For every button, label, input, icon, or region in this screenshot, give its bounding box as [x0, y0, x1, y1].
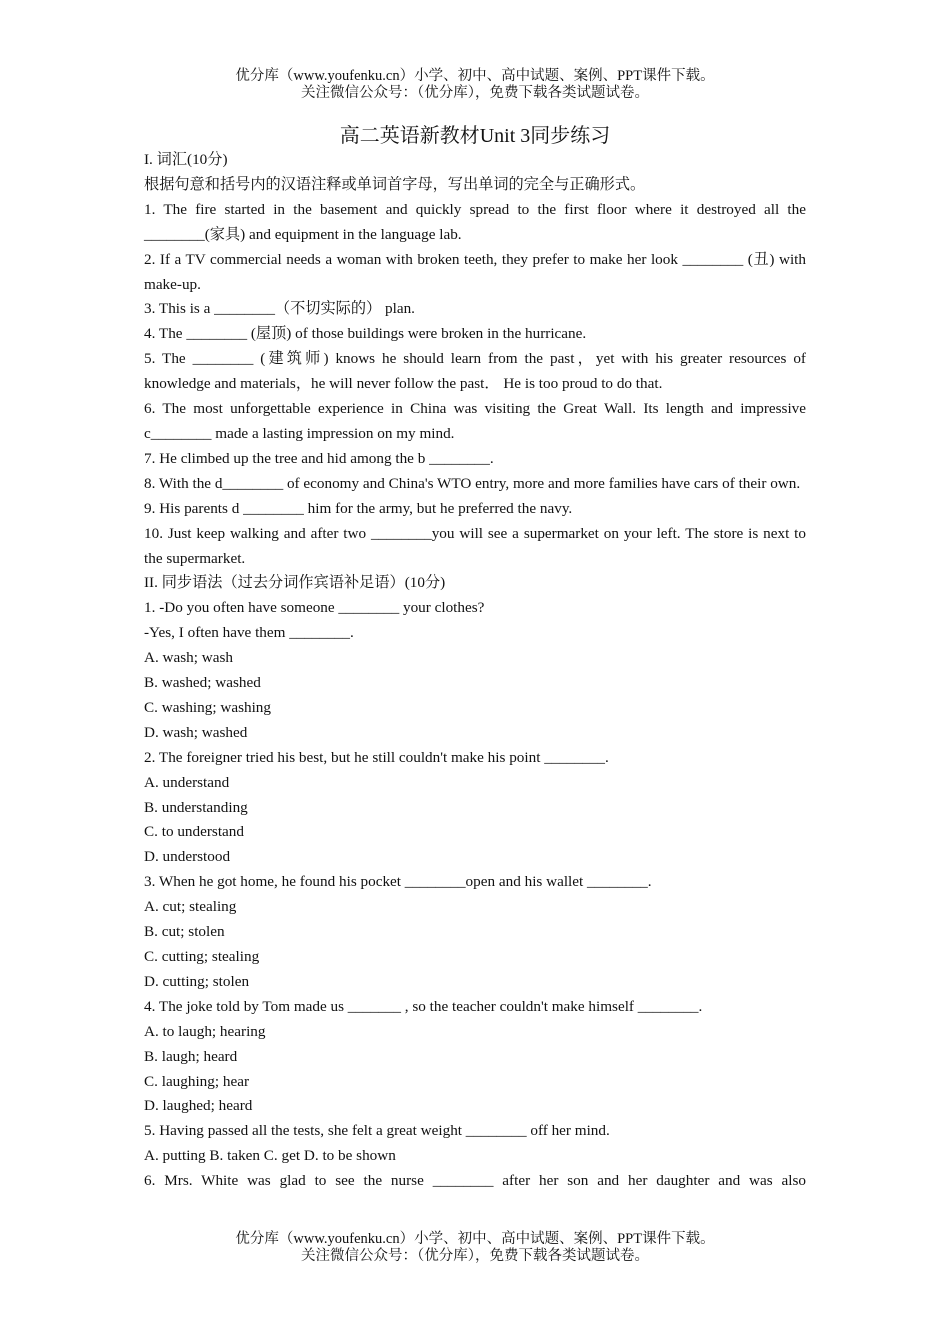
grammar-question-5: 5. Having passed all the tests, she felt a great weight ________ off her mind. [144, 1122, 610, 1140]
vocab-question-8: 8. With the d________ of economy and China's WTO entry, more and more families have cars of their own. [144, 474, 801, 492]
q1-option-a: A. wash; wash [144, 649, 234, 667]
q2-option-a: A. understand [144, 773, 230, 791]
vocab-question-4: 4. The ________ (屋顶) of those buildings were broken in the hurricane. [144, 325, 587, 343]
vocab-question-3: 3. This is a ________（不切实际的） plan. [144, 300, 415, 318]
q5-options: A. putting B. taken C. get D. to be shown [144, 1147, 396, 1165]
q2-option-b: B. understanding [144, 798, 248, 816]
vocab-question-9: 9. His parents d ________ him for the army, but he preferred the navy. [144, 499, 573, 517]
grammar-question-3: 3. When he got home, he found his pocket ________open and his wallet ________. [144, 873, 652, 891]
vocab-question-2: 2. If a TV commercial needs a woman with broken teeth, they prefer to make her look ________ (丑) with make-up. [144, 250, 806, 293]
vocab-question-7: 7. He climbed up the tree and hid among the b ________. [144, 449, 494, 467]
vocab-question-5: 5. The ________ (建筑师) knows he should learn from the past，yet with his greater resources of knowledge and materials，he will never follow the past． He is too proud to do that. [144, 350, 806, 393]
q4-option-d: D. laughed; heard [144, 1097, 253, 1115]
section-instructions: 根据句意和括号内的汉语注释或单词首字母，写出单词的完全与正确形式。 [144, 175, 646, 193]
q1-option-d: D. wash; washed [144, 723, 248, 741]
page-footer [0, 1231, 950, 1265]
q3-option-a: A. cut; stealing [144, 898, 237, 916]
section-heading-grammar: II. 同步语法（过去分词作宾语补足语）(10分) [144, 574, 446, 592]
q1-option-c: C. washing; washing [144, 698, 271, 716]
grammar-question-1-reply: -Yes, I often have them ________. [144, 624, 354, 642]
vocab-question-6: 6. The most unforgettable experience in China was visiting the Great Wall. Its length and impressive c________ made a lasting impression on my mind. [144, 400, 806, 442]
exercise-body [144, 148, 806, 1194]
q3-option-c: C. cutting; stealing [144, 948, 260, 965]
grammar-question-1: 1. -Do you often have someone ________ your clothes? [144, 599, 485, 617]
q4-option-b: B. laugh; heard [144, 1047, 238, 1065]
q4-option-a: A. to laugh; hearing [144, 1022, 266, 1040]
grammar-question-6: 6. Mrs. White was glad to see the nurse ________ after her son and her daughter and was also [144, 1172, 806, 1190]
header-line-2: 关注微信公众号：（优分库），免费下载各类试题试卷。 [301, 85, 649, 101]
q1-option-b: B. washed; washed [144, 674, 261, 692]
page-header [0, 68, 950, 102]
footer-line-1: 优分库（www.youfenku.cn）小学、初中、高中试题、案例、PPT课件下载。 [235, 1231, 715, 1247]
q2-option-d: D. understood [144, 848, 231, 866]
vocab-question-1: 1. The fire started in the basement and quickly spread to the first floor where it destroyed all the ________(家具) and equipment in the language lab. [144, 200, 806, 243]
vocab-question-10: 10. Just keep walking and after two ________you will see a supermarket on your left. The store is next to the supermarket. [144, 524, 806, 567]
q2-option-c: C. to understand [144, 823, 244, 841]
q3-option-b: B. cut; stolen [144, 923, 225, 941]
document-title: 高二英语新教材Unit 3同步练习 [339, 125, 611, 147]
header-line-1: 优分库（www.youfenku.cn）小学、初中、高中试题、案例、PPT课件下载。 [235, 68, 715, 84]
footer-line-2: 关注微信公众号：（优分库），免费下载各类试题试卷。 [301, 1248, 649, 1264]
q3-option-d: D. cutting; stolen [144, 972, 250, 990]
grammar-question-2: 2. The foreigner tried his best, but he still couldn't make his point ________. [144, 748, 609, 766]
q4-option-c: C. laughing; hear [144, 1072, 250, 1090]
grammar-question-4: 4. The joke told by Tom made us _______ , so the teacher couldn't make himself ________. [144, 997, 703, 1015]
section-heading-vocabulary: I. 词汇(10分) [144, 151, 228, 168]
